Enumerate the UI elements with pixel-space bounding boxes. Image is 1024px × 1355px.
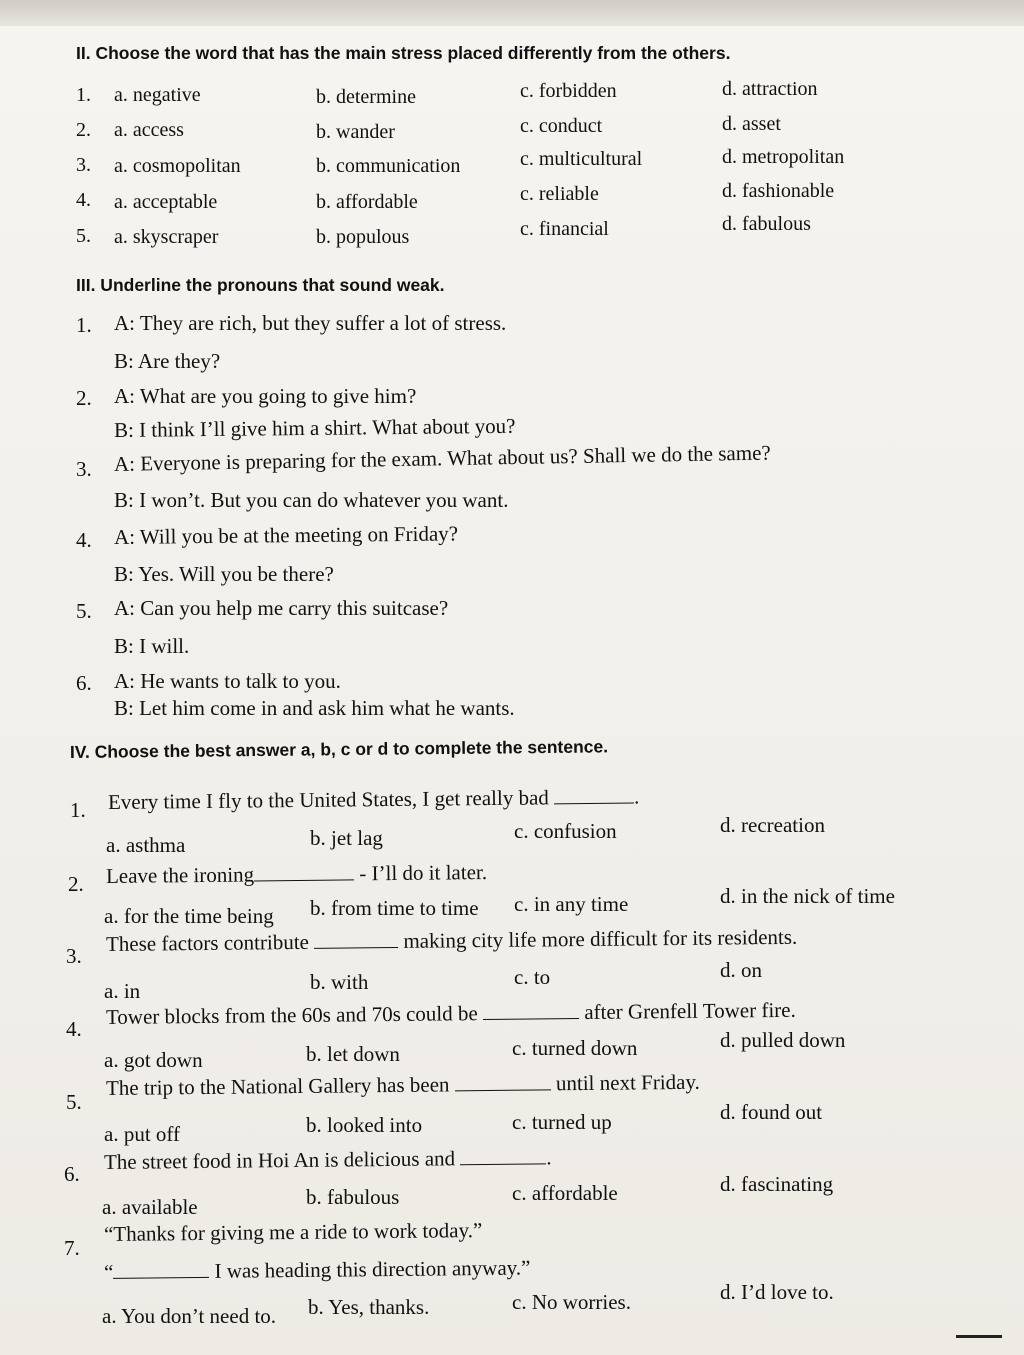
- option-b: b. let down: [306, 1042, 400, 1066]
- stem-end: .: [633, 784, 640, 809]
- option-d: d. fabulous: [722, 213, 811, 235]
- question-number: 4.: [66, 1017, 82, 1041]
- option-d: d. metropolitan: [722, 146, 845, 168]
- option-d: d. on: [720, 958, 762, 982]
- option-a: a. asthma: [106, 833, 186, 857]
- section-3-heading: III. Underline the pronouns that sound weak.: [76, 275, 445, 295]
- option-a: a. skyscraper: [114, 226, 219, 248]
- answer-blank: [254, 865, 354, 881]
- option-d: d. recreation: [720, 813, 825, 837]
- page-top-shadow: [0, 0, 1024, 26]
- item-number: 4.: [76, 189, 91, 211]
- option-a: a. put off: [104, 1122, 181, 1146]
- speaker-a-line: A: He wants to talk to you.: [114, 669, 341, 693]
- stem-end: until next Friday.: [555, 1069, 700, 1096]
- question-stem: [104, 1145, 552, 1175]
- option-b: b. jet lag: [310, 826, 383, 850]
- page-edge-mark: [956, 1335, 1002, 1338]
- speaker-b-line: B: I won’t. But you can do whatever you want.: [114, 488, 509, 512]
- option-b: b. populous: [316, 226, 410, 248]
- open-quote: “: [103, 1259, 114, 1284]
- speaker-a-line: A: Will you be at the meeting on Friday?: [113, 521, 459, 549]
- option-a: a. You don’t need to.: [102, 1304, 277, 1328]
- section-2-heading: II. Choose the word that has the main stress placed differently from the others.: [76, 43, 731, 63]
- item-number: 6.: [76, 671, 92, 695]
- dialogue-line-2: [104, 1256, 531, 1285]
- speaker-a-line: A: They are rich, but they suffer a lot of stress.: [114, 311, 507, 335]
- answer-blank: [314, 933, 398, 949]
- speaker-b-line: B: I think I’ll give him a shirt. What about you?: [113, 413, 516, 442]
- option-c: c. to: [514, 965, 551, 989]
- question-number: 2.: [68, 872, 84, 896]
- question-stem: [106, 925, 798, 957]
- speaker-a-line: A: What are you going to give him?: [114, 384, 417, 408]
- speaker-a-line: A: Everyone is preparing for the exam. What about us? Shall we do the same?: [113, 440, 771, 476]
- option-d: d. asset: [722, 113, 781, 135]
- option-a: a. got down: [104, 1048, 203, 1072]
- stem-end: - I’ll do it later.: [359, 860, 488, 886]
- option-a: a. negative: [114, 84, 201, 106]
- item-number: 5.: [76, 599, 92, 623]
- option-c: c. in any time: [514, 892, 629, 916]
- option-d: d. fascinating: [720, 1172, 834, 1196]
- stem-end: .: [546, 1145, 552, 1170]
- question-stem: [106, 998, 796, 1030]
- section-4-heading: IV. Choose the best answer a, b, c or d to complete the sentence.: [69, 736, 609, 762]
- option-c: c. turned up: [512, 1110, 612, 1134]
- option-d: d. found out: [720, 1100, 823, 1124]
- option-a: a. access: [114, 119, 184, 141]
- option-d: d. attraction: [722, 78, 818, 100]
- option-d: d. pulled down: [720, 1028, 846, 1052]
- question-stem: [106, 860, 487, 889]
- option-c: c. confusion: [514, 819, 617, 843]
- item-number: 2.: [76, 119, 91, 141]
- option-a: a. for the time being: [104, 904, 274, 928]
- item-number: 5.: [76, 225, 91, 247]
- speaker-b-line: B: Are they?: [114, 349, 221, 373]
- option-c: c. forbidden: [520, 80, 617, 102]
- stem-text: These factors contribute: [105, 929, 310, 956]
- option-c: c. affordable: [512, 1181, 618, 1205]
- option-d: d. I’d love to.: [720, 1280, 834, 1304]
- stem-text: Tower blocks from the 60s and 70s could be: [105, 1001, 478, 1029]
- question-stem: [108, 784, 640, 815]
- option-a: a. acceptable: [114, 191, 218, 213]
- answer-blank: [455, 1075, 551, 1091]
- option-a: a. cosmopolitan: [114, 155, 241, 177]
- option-d: d. fashionable: [722, 180, 835, 202]
- option-c: c. turned down: [512, 1036, 638, 1060]
- option-c: c. No worries.: [512, 1290, 631, 1314]
- question-number: 1.: [70, 798, 86, 822]
- option-b: b. Yes, thanks.: [308, 1295, 430, 1319]
- item-number: 1.: [76, 84, 91, 106]
- option-a: a. available: [102, 1195, 198, 1219]
- question-number: 6.: [64, 1162, 80, 1186]
- option-c: c. multicultural: [520, 148, 643, 170]
- option-b: b. with: [310, 970, 369, 994]
- option-d: d. in the nick of time: [720, 884, 895, 908]
- question-number: 5.: [66, 1090, 82, 1114]
- option-b: b. affordable: [316, 191, 418, 213]
- answer-blank: [460, 1149, 546, 1165]
- stem-text: Every time I fly to the United States, I get really bad: [107, 785, 549, 814]
- speaker-b-line: B: I will.: [114, 634, 190, 658]
- question-stem: [106, 1070, 700, 1101]
- item-number: 1.: [76, 313, 92, 337]
- stem-text: Leave the ironing: [105, 862, 255, 888]
- stem-end: making city life more difficult for its residents.: [403, 924, 798, 953]
- item-number: 4.: [76, 528, 92, 552]
- stem-end: after Grenfell Tower fire.: [584, 997, 796, 1024]
- answer-blank: [554, 788, 634, 804]
- option-a: a. in: [104, 979, 141, 1003]
- item-number: 2.: [76, 386, 92, 410]
- speaker-b-line: B: Let him come in and ask him what he wants.: [114, 696, 515, 720]
- speaker-b-line: B: Yes. Will you be there?: [114, 562, 334, 586]
- question-number: 7.: [64, 1236, 80, 1260]
- answer-blank: [483, 1004, 579, 1020]
- stem-text: The street food in Hoi An is delicious and: [103, 1146, 456, 1174]
- line-text: I was heading this direction anyway.”: [214, 1255, 531, 1283]
- option-b: b. looked into: [306, 1113, 423, 1137]
- question-number: 3.: [66, 944, 82, 968]
- item-number: 3.: [76, 154, 91, 176]
- option-b: b. determine: [316, 86, 416, 108]
- speaker-a-line: A: Can you help me carry this suitcase?: [114, 596, 449, 620]
- dialogue-line-1: “Thanks for giving me a ride to work today.”: [103, 1218, 483, 1246]
- stem-text: The trip to the National Gallery has been: [105, 1072, 450, 1100]
- answer-blank: [113, 1263, 209, 1279]
- option-c: c. reliable: [520, 183, 599, 205]
- option-c: c. financial: [520, 218, 609, 240]
- option-b: b. wander: [316, 121, 395, 143]
- option-b: b. fabulous: [306, 1185, 400, 1209]
- option-b: b. from time to time: [310, 896, 479, 920]
- option-b: b. communication: [316, 155, 461, 177]
- option-c: c. conduct: [520, 115, 603, 137]
- item-number: 3.: [76, 457, 92, 481]
